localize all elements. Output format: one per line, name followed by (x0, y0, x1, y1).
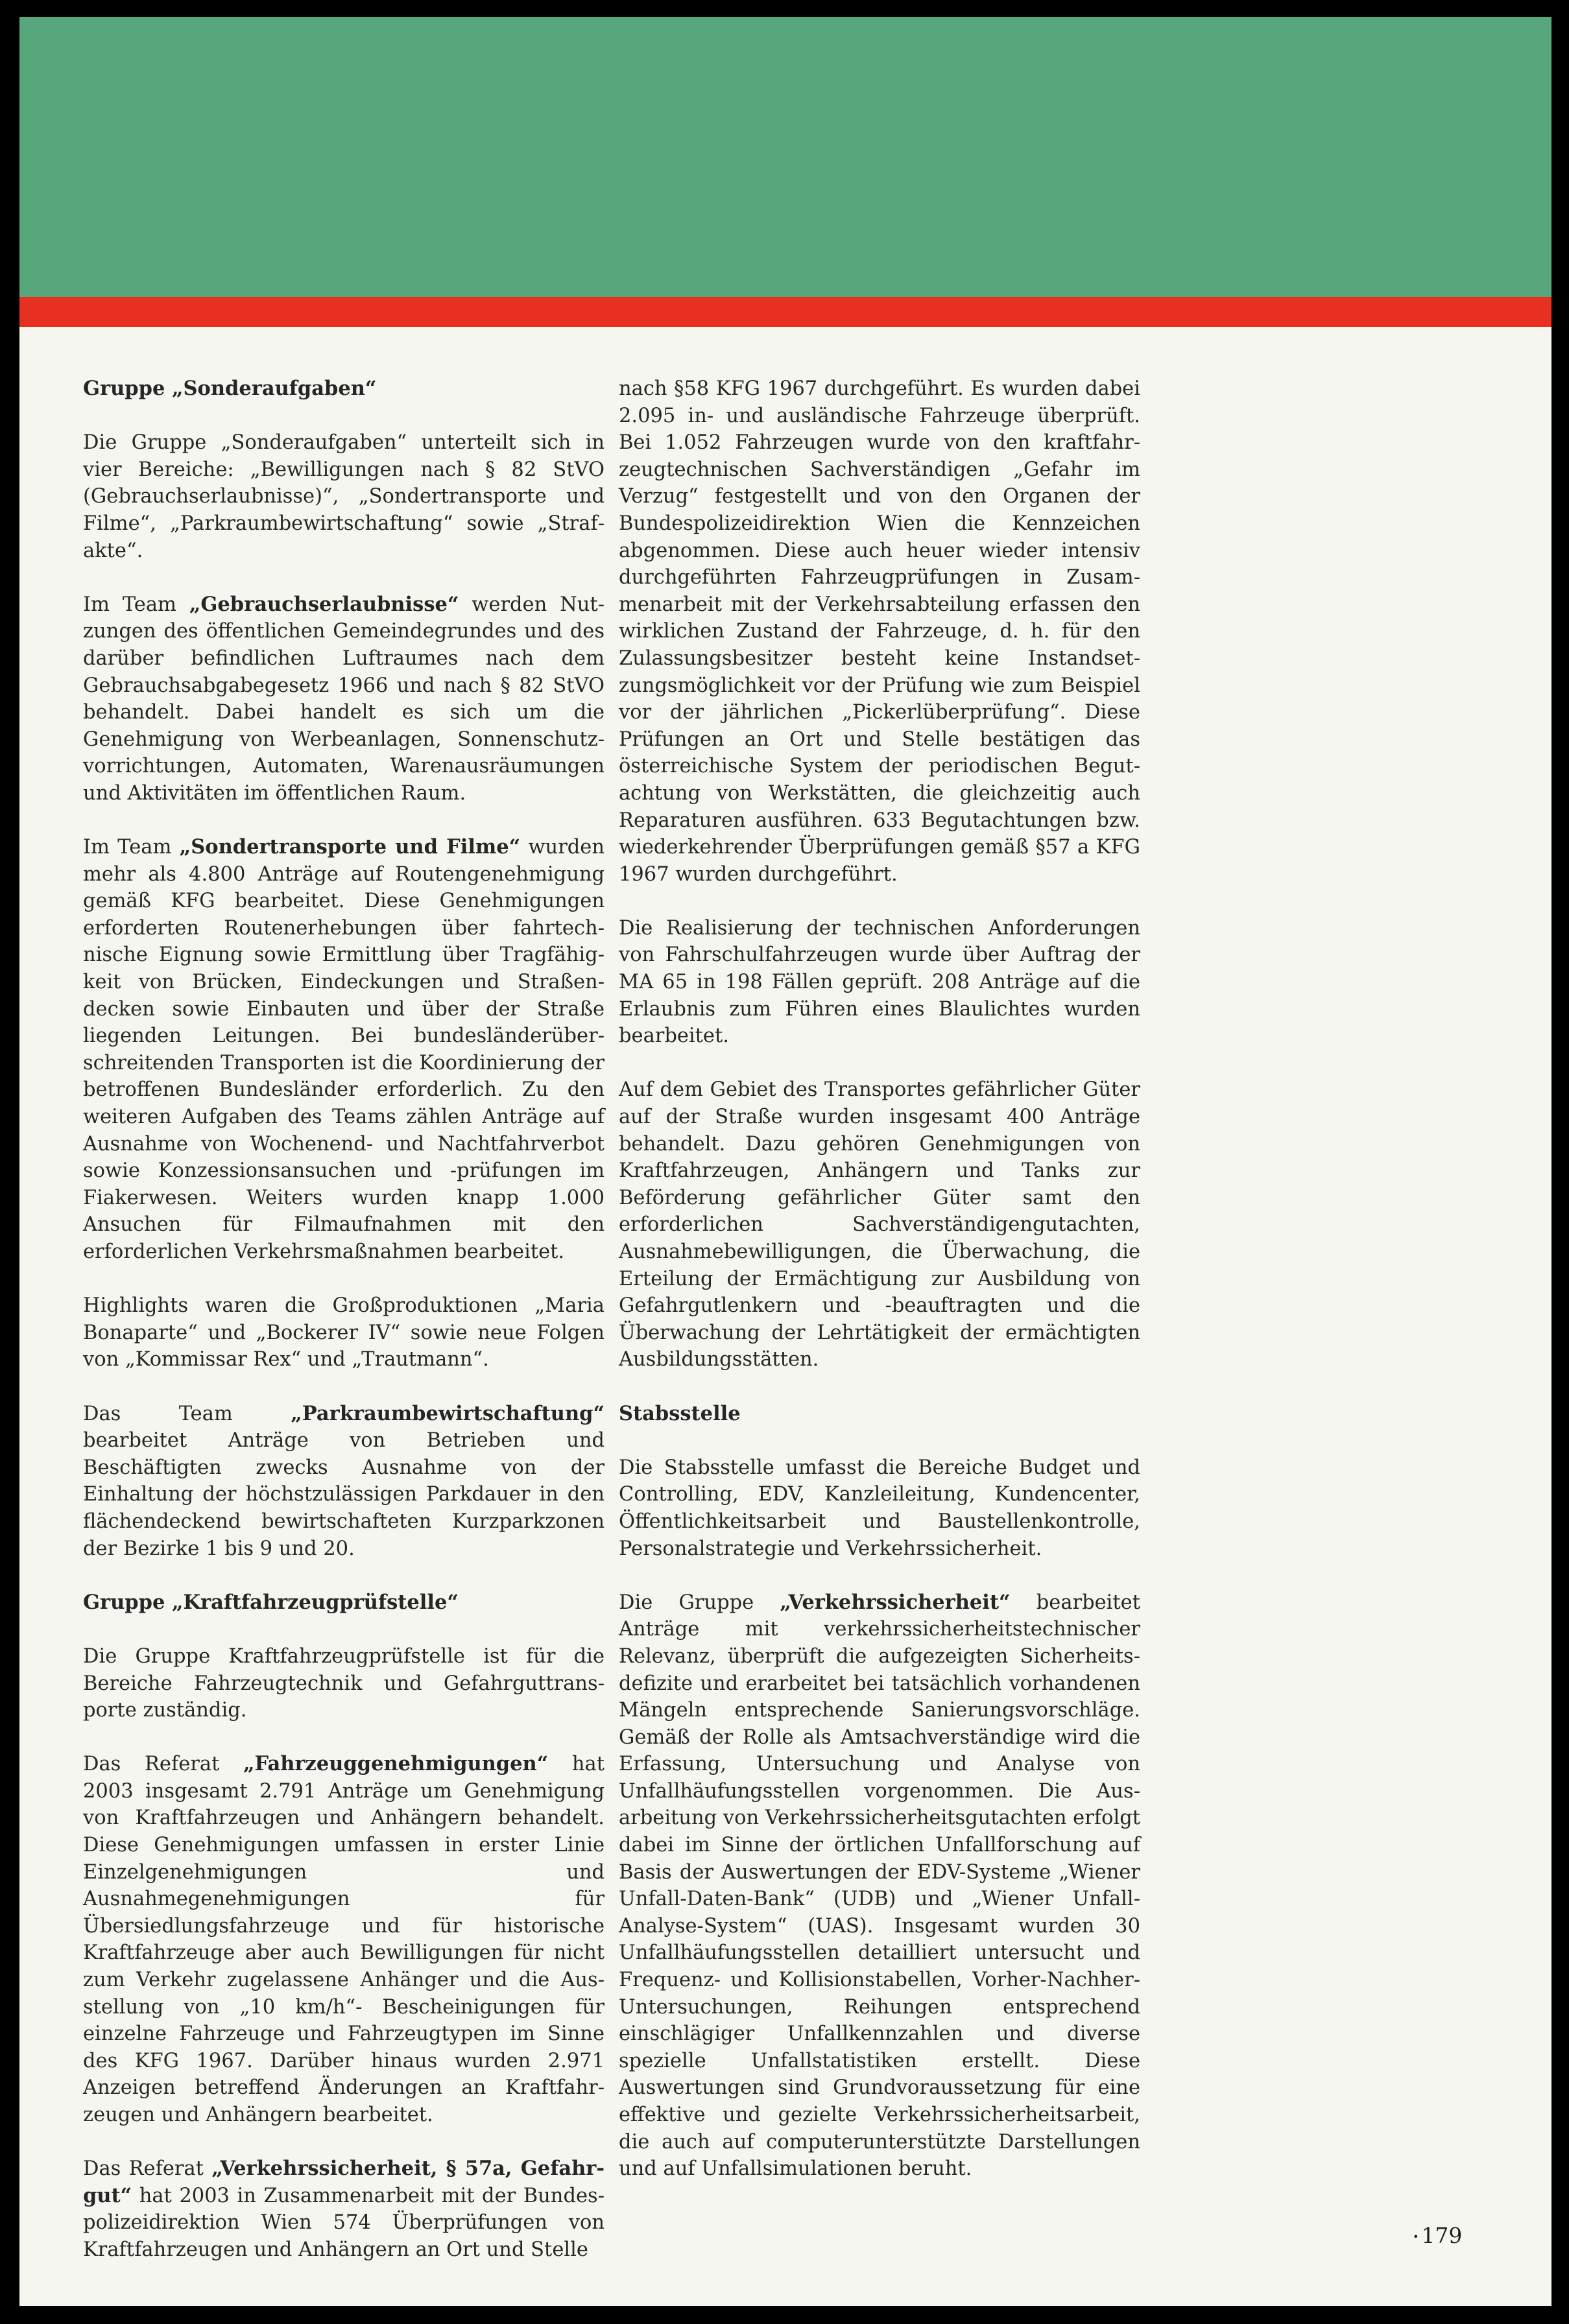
paragraph: Die Gruppe Kraftfahrzeugprüfstelle ist für die Bereiche Fahrzeugtechnik und Gefahrguttransporte zuständig. (83, 1644, 605, 1722)
paragraph-rest: bearbeitet Anträge mit verkehrssicherheitstechnischer Relevanz, überprüft die aufgezeigten Sicherheitsdefizite und erarbeitet bei tatsächlich vorhandenen Mängeln entsprechende Sanierungsvorschläge. Gemäß der Rolle als Amtsachverständige wird die Erfassung, Untersuchung und Analyse von Unfallhäufungsstellen vorgenommen. Die Ausarbeitung von Verkehrssicherheitsgutachten erfolgt dabei im Sinne der örtlichen Unfallforschung auf Basis der Auswertungen der EDV-Systeme „Wiener Unfall-Daten-Bank“ (UDB) und „Wiener Unfall-Analyse-System“ (UAS). Insgesamt wurden 30 Unfallhäufungsstellen detailliert untersucht und Frequenz- und Kollisionstabellen, Vorher-Nachher-Untersuchungen, Reihungen entsprechend einschlägiger Unfallkennzahlen und diverse spezielle Unfallstatistiken erstellt. Diese Auswertungen sind Grundvoraussetzung für eine effektive und gezielte Verkehrssicherheitsarbeit, die auch auf computerunterstützte Darstellungen und auf Unfallsimulationen beruht. (619, 1591, 1140, 2181)
left-column (83, 375, 605, 2290)
team-name-bold: „Sondertransporte und Filme“ (179, 835, 521, 859)
paragraph: Highlights waren die Großproduktionen „Maria Bonaparte“ und „Bockerer IV“ sowie neue Folgen von „Kommissar Rex“ und „Trautmann“. (83, 1294, 605, 1371)
paragraph: Die Realisierung der technischen Anforderungen von Fahrschulfahrzeugen wurde über Auftrag der MA 65 in 198 Fällen geprüft. 208 Anträge auf die Erlaubnis zum Führen eines Blaulichtes wurden bearbeitet. (619, 916, 1140, 1048)
paragraph: Auf dem Gebiet des Transportes gefährlicher Güter auf der Straße wurden insgesamt 400 Anträge behandelt. Dazu gehören Genehmigungen von Kraftfahrzeugen, Anhängern und Tanks zur Beförderung gefährlicher Güter samt den erforderlichen Sachverständigengutachten, Ausnahmebewilligungen, die Überwachung, die Erteilung der Ermächtigung zur Ausbildung von Gefahrgutlenkern und -beauftragten und die Überwachung der Lehrtätigkeit der ermächtigten Ausbildungsstätten. (619, 1078, 1140, 1371)
paragraph-lead: Das Referat (83, 2157, 212, 2181)
page-number-dot: • (1413, 2231, 1419, 2243)
referat-name-bold: „Verkehrssicherheit, § 57a, Gefahrgut“ (83, 2157, 605, 2207)
paragraph: Die Stabsstelle umfasst die Bereiche Budget und Controlling, EDV, Kanzleileitung, Kundencenter, Öffentlichkeitsarbeit und Baustellenkontrolle, Personalstrategie und Verkehrssicherheit. (619, 1456, 1140, 1560)
paragraph (83, 1401, 605, 1563)
paragraph (83, 1751, 605, 2128)
paragraph: Die Gruppe „Sonderaufgaben“ unterteilt sich in vier Bereiche: „Bewilligungen nach § 82 StVO (Gebrauchserlaubnisse)“, „Sondertransporte und Filme“, „Parkraumbewirtschaftung“ sowie „Strafakte“. (83, 431, 605, 562)
right-column (619, 375, 1140, 2209)
paragraph-lead: Die Gruppe (619, 1591, 780, 1614)
team-name-bold: „Gebrauchserlaubnisse“ (189, 592, 459, 616)
page-number (1413, 2223, 1462, 2250)
paragraph-rest: werden Nutzungen des öffentlichen Gemeindegrundes und des darüber befindlichen Luftraumes nach dem Gebrauchsabgabegesetz 1966 und nach § 82 StVO behandelt. Dabei handelt es sich um die Genehmigung von Werbeanlagen, Sonnenschutzvorrichtungen, Automaten, Warenausräumungen und Aktivitäten im öffentlichen Raum. (83, 593, 605, 805)
header-red-band (19, 297, 1551, 327)
paragraph-rest: wurden mehr als 4.800 Anträge auf Routengenehmigung gemäß KFG bearbeitet. Diese Genehmigungen erforderten Routenerhebungen über fahrtechnische Eignung sowie Ermittlung über Tragfähigkeit von Brücken, Eindeckungen und Straßendecken sowie Einbauten und über der Straße liegenden Leitungen. Bei bundesländerüberschreitenden Transporten ist die Koordinierung der betroffenen Bundesländer erforderlich. Zu den weiteren Aufgaben des Teams zählen Anträge auf Ausnahme von Wochenend- und Nachtfahrverbot sowie Konzessionsansuchen und -prüfungen im Fiakerwesen. Weiters wurden knapp 1.000 Ansuchen für Filmaufnahmen mit den erforderlichen Verkehrsmaßnahmen bearbeitet. (83, 836, 605, 1263)
heading-kraftfahrzeugpruefstelle: Gruppe „Kraftfahrzeugprüfstelle“ (83, 1590, 459, 1614)
header-green-band (19, 17, 1551, 297)
paragraph (83, 2155, 605, 2263)
page-number-value: 179 (1421, 2223, 1463, 2248)
group-name-bold: „Verkehrssicherheit“ (780, 1590, 1011, 1614)
paragraph: nach §58 KFG 1967 durchgeführt. Es wurden dabei 2.095 in- und ausländische Fahrzeuge überprüft. Bei 1.052 Fahrzeugen wurde von den kraftfahrzeugtechnischen Sachverständigen „Gefahr im Verzug“ festgestellt und von den Organen der Bundespolizeidirektion Wien die Kennzeichen abgenommen. Diese auch heuer wieder intensiv durchgeführten Fahrzeugprüfungen in Zusammenarbeit mit der Verkehrsabteilung erfassen den wirklichen Zustand der Fahrzeuge, d. h. für den Zulassungsbesitzer besteht keine Instandsetzungsmöglichkeit vor der Prüfung wie zum Beispiel vor der jährlichen „Pickerlüberprüfung“. Diese Prüfungen an Ort und Stelle bestätigen das österreichische System der periodischen Begutachtung von Werkstätten, die gleichzeitig auch Reparaturen ausführen. 633 Begutachtungen bzw. wiederkehrender Überprüfungen gemäß §57 a KFG 1967 wurden durchgeführt. (619, 377, 1140, 886)
paragraph (83, 834, 605, 1266)
heading-stabsstelle: Stabsstelle (619, 1401, 741, 1425)
referat-name-bold: „Fahrzeuggenehmigungen“ (243, 1752, 549, 1776)
paragraph-lead: Das Referat (83, 1753, 244, 1776)
paragraph-rest: hat 2003 in Zusammenarbeit mit der Bundespolizeidirektion Wien 574 Überprüfungen von Kraftfahrzeugen und Anhängern an Ort und Stelle (83, 2184, 605, 2261)
paragraph-rest: bearbeitet Anträge von Betrieben und Beschäftigten zwecks Ausnahme von der Einhaltung der höchstzulässigen Parkdauer in den flächendeckend bewirtschafteten Kurzparkzonen der Bezirke 1 bis 9 und 20. (83, 1429, 605, 1560)
team-name-bold: „Parkraumbewirtschaftung“ (291, 1401, 605, 1425)
paragraph-rest: hat 2003 insgesamt 2.791 Anträge um Genehmigung von Kraftfahrzeugen und Anhängern behandelt. Diese Genehmigungen umfassen in erster Linie Einzelgenehmigungen und Ausnahmegenehmigungen für Übersiedlungsfahrzeuge und für historische Kraftfahrzeuge aber auch Bewilligungen für nicht zum Verkehr zugelassene Anhänger und die Ausstellung von „10 km/h“- Bescheinigungen für einzelne Fahrzeuge und Fahrzeugtypen im Sinne des KFG 1967. Darüber hinaus wurden 2.971 Anzeigen betreffend Änderungen an Kraftfahrzeugen und Anhängern bearbeitet. (83, 1753, 605, 2126)
paragraph (619, 1589, 1140, 2183)
paragraph-lead: Im Team (83, 593, 189, 616)
heading-sonderaufgaben: Gruppe „Sonderaufgaben“ (83, 377, 377, 400)
paragraph-lead: Das Team (83, 1402, 291, 1425)
paragraph-lead: Im Team (83, 836, 180, 859)
page (19, 17, 1551, 2306)
paragraph (83, 591, 605, 807)
